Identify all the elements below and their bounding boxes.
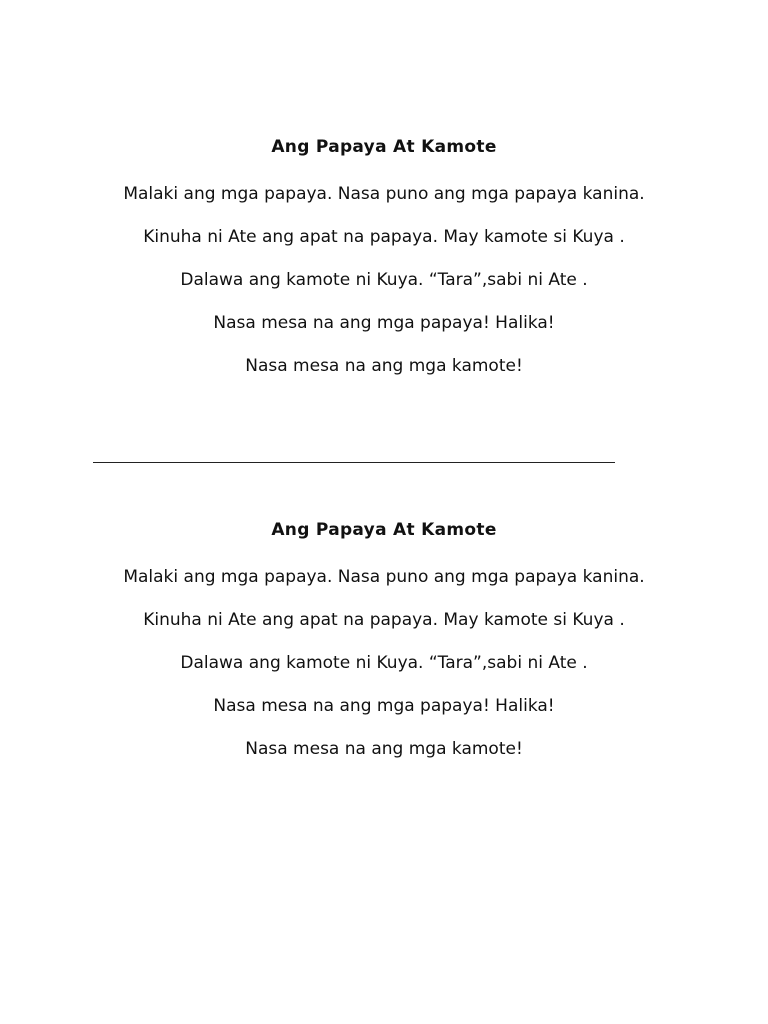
story-line: Malaki ang mga papaya. Nasa puno ang mga papaya kanina. xyxy=(123,567,645,587)
story-title: Ang Papaya At Kamote xyxy=(271,520,497,540)
story-line: Kinuha ni Ate ang apat na papaya. May kamote si Kuya . xyxy=(143,227,625,247)
story-title: Ang Papaya At Kamote xyxy=(271,137,497,157)
story-line: Dalawa ang kamote ni Kuya. “Tara”,sabi ni Ate . xyxy=(180,653,588,673)
story-line: Nasa mesa na ang mga papaya! Halika! xyxy=(213,313,555,333)
story-top xyxy=(0,133,768,388)
story-bottom xyxy=(0,516,768,771)
cut-divider-line xyxy=(93,462,615,463)
story-line: Dalawa ang kamote ni Kuya. “Tara”,sabi ni Ate . xyxy=(180,270,588,290)
story-line: Malaki ang mga papaya. Nasa puno ang mga papaya kanina. xyxy=(123,184,645,204)
story-line: Nasa mesa na ang mga kamote! xyxy=(245,356,523,376)
story-line: Nasa mesa na ang mga papaya! Halika! xyxy=(213,696,555,716)
story-line: Kinuha ni Ate ang apat na papaya. May kamote si Kuya . xyxy=(143,610,625,630)
story-line: Nasa mesa na ang mga kamote! xyxy=(245,739,523,759)
